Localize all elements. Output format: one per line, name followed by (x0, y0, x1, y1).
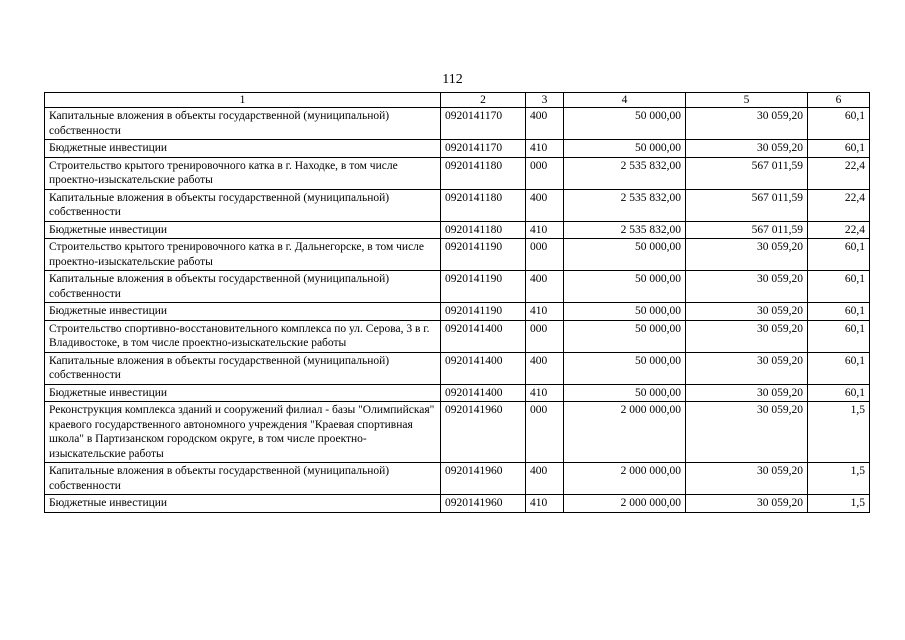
cell-name: Бюджетные инвестиции (45, 303, 441, 321)
column-header: 1 (45, 93, 441, 108)
cell-pct: 60,1 (808, 320, 870, 352)
cell-name: Капитальные вложения в объекты государственной (муниципальной) собственности (45, 189, 441, 221)
cell-name: Бюджетные инвестиции (45, 221, 441, 239)
cell-code: 0920141190 (441, 271, 526, 303)
cell-pct: 22,4 (808, 157, 870, 189)
table-row (45, 221, 870, 239)
cell-pct: 60,1 (808, 303, 870, 321)
cell-fact: 30 059,20 (686, 402, 808, 463)
cell-plan: 50 000,00 (564, 108, 686, 140)
budget-table (44, 92, 870, 513)
cell-type: 410 (526, 140, 564, 158)
cell-code: 0920141190 (441, 239, 526, 271)
cell-plan: 50 000,00 (564, 352, 686, 384)
cell-name: Капитальные вложения в объекты государственной (муниципальной) собственности (45, 463, 441, 495)
cell-name: Капитальные вложения в объекты государственной (муниципальной) собственности (45, 352, 441, 384)
cell-plan: 50 000,00 (564, 320, 686, 352)
column-header: 3 (526, 93, 564, 108)
cell-pct: 1,5 (808, 495, 870, 513)
cell-name: Бюджетные инвестиции (45, 384, 441, 402)
cell-plan: 2 000 000,00 (564, 495, 686, 513)
cell-fact: 30 059,20 (686, 384, 808, 402)
cell-code: 0920141960 (441, 495, 526, 513)
cell-pct: 22,4 (808, 221, 870, 239)
cell-fact: 30 059,20 (686, 271, 808, 303)
column-header: 2 (441, 93, 526, 108)
cell-fact: 30 059,20 (686, 140, 808, 158)
cell-name: Строительство спортивно-восстановительного комплекса по ул. Серова, 3 в г. Владивостоке, в том числе проектно-изыскательские работы (45, 320, 441, 352)
table-row (45, 463, 870, 495)
cell-type: 000 (526, 239, 564, 271)
table-row (45, 157, 870, 189)
cell-fact: 567 011,59 (686, 157, 808, 189)
cell-pct: 60,1 (808, 384, 870, 402)
cell-name: Реконструкция комплекса зданий и сооружений филиал - базы "Олимпийская" краевого государственного автономного учреждения "Краевая спортивная школа" в Партизанском городском округе, в том числе проектно-изыскательские работы (45, 402, 441, 463)
cell-fact: 567 011,59 (686, 189, 808, 221)
table-row (45, 108, 870, 140)
cell-code: 0920141400 (441, 352, 526, 384)
cell-code: 0920141190 (441, 303, 526, 321)
cell-code: 0920141170 (441, 140, 526, 158)
cell-type: 400 (526, 108, 564, 140)
column-header: 4 (564, 93, 686, 108)
cell-code: 0920141180 (441, 221, 526, 239)
cell-pct: 60,1 (808, 239, 870, 271)
cell-type: 410 (526, 495, 564, 513)
table-row (45, 239, 870, 271)
table-row (45, 303, 870, 321)
cell-code: 0920141960 (441, 402, 526, 463)
cell-type: 000 (526, 157, 564, 189)
column-header: 5 (686, 93, 808, 108)
cell-pct: 22,4 (808, 189, 870, 221)
cell-fact: 30 059,20 (686, 495, 808, 513)
cell-plan: 50 000,00 (564, 303, 686, 321)
cell-code: 0920141170 (441, 108, 526, 140)
table-row (45, 140, 870, 158)
cell-type: 000 (526, 402, 564, 463)
cell-type: 400 (526, 463, 564, 495)
cell-type: 000 (526, 320, 564, 352)
table-row (45, 320, 870, 352)
cell-fact: 30 059,20 (686, 239, 808, 271)
cell-name: Бюджетные инвестиции (45, 495, 441, 513)
cell-pct: 60,1 (808, 140, 870, 158)
cell-fact: 567 011,59 (686, 221, 808, 239)
cell-plan: 2 000 000,00 (564, 402, 686, 463)
cell-pct: 1,5 (808, 463, 870, 495)
table-row (45, 495, 870, 513)
column-header: 6 (808, 93, 870, 108)
cell-plan: 50 000,00 (564, 239, 686, 271)
table-row (45, 384, 870, 402)
cell-code: 0920141180 (441, 189, 526, 221)
cell-type: 410 (526, 221, 564, 239)
table-row (45, 189, 870, 221)
cell-plan: 2 535 832,00 (564, 189, 686, 221)
table-row (45, 352, 870, 384)
cell-plan: 2 535 832,00 (564, 221, 686, 239)
cell-pct: 60,1 (808, 108, 870, 140)
cell-fact: 30 059,20 (686, 320, 808, 352)
cell-type: 400 (526, 352, 564, 384)
cell-name: Строительство крытого тренировочного катка в г. Находке, в том числе проектно-изыскательские работы (45, 157, 441, 189)
cell-type: 410 (526, 384, 564, 402)
cell-fact: 30 059,20 (686, 463, 808, 495)
cell-fact: 30 059,20 (686, 352, 808, 384)
cell-plan: 50 000,00 (564, 140, 686, 158)
cell-fact: 30 059,20 (686, 108, 808, 140)
cell-plan: 50 000,00 (564, 384, 686, 402)
cell-plan: 2 535 832,00 (564, 157, 686, 189)
cell-code: 0920141400 (441, 320, 526, 352)
cell-code: 0920141180 (441, 157, 526, 189)
cell-name: Строительство крытого тренировочного катка в г. Дальнегорске, в том числе проектно-изыскательские работы (45, 239, 441, 271)
cell-type: 410 (526, 303, 564, 321)
cell-plan: 2 000 000,00 (564, 463, 686, 495)
cell-type: 400 (526, 271, 564, 303)
cell-code: 0920141960 (441, 463, 526, 495)
table-row (45, 402, 870, 463)
cell-pct: 60,1 (808, 352, 870, 384)
cell-name: Бюджетные инвестиции (45, 140, 441, 158)
cell-name: Капитальные вложения в объекты государственной (муниципальной) собственности (45, 108, 441, 140)
cell-fact: 30 059,20 (686, 303, 808, 321)
cell-pct: 1,5 (808, 402, 870, 463)
table-row (45, 271, 870, 303)
cell-pct: 60,1 (808, 271, 870, 303)
cell-code: 0920141400 (441, 384, 526, 402)
cell-plan: 50 000,00 (564, 271, 686, 303)
cell-type: 400 (526, 189, 564, 221)
cell-name: Капитальные вложения в объекты государственной (муниципальной) собственности (45, 271, 441, 303)
page-number: 112 (442, 72, 463, 87)
table-header-row (45, 93, 870, 108)
